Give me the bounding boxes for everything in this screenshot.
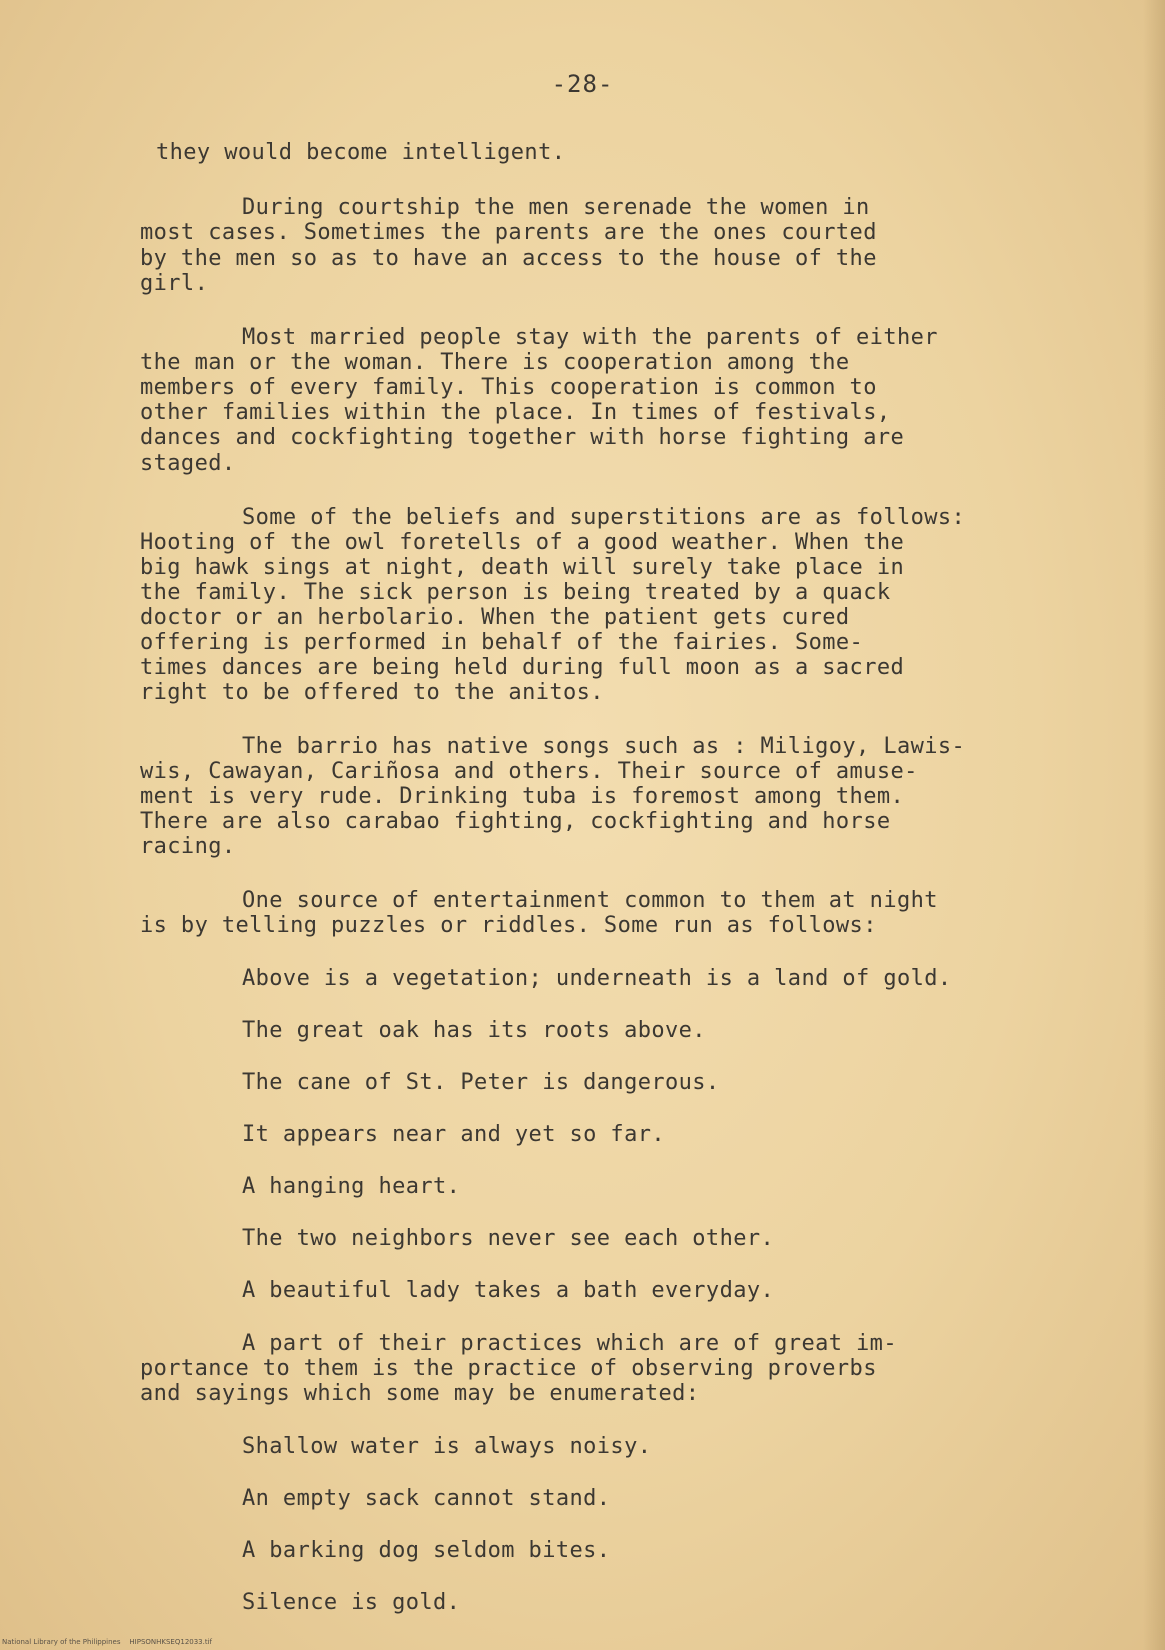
text-line: wis, Cawayan, Cariñosa and others. Their source of amuse- (140, 759, 918, 784)
text-line: staged. (140, 451, 236, 476)
text-line: A part of their practices which are of great im- (242, 1331, 897, 1356)
text-line: most cases. Sometimes the parents are the ones courted (140, 220, 877, 245)
text-line: A barking dog seldom bites. (242, 1538, 611, 1563)
page-number: -28- (551, 70, 614, 98)
text-line: An empty sack cannot stand. (242, 1486, 611, 1511)
text-line: A beautiful lady takes a bath everyday. (242, 1278, 775, 1303)
text-line: It appears near and yet so far. (242, 1122, 665, 1147)
text-line: There are also carabao fighting, cockfighting and horse (140, 809, 891, 834)
text-line: girl. (140, 271, 209, 296)
text-line: During courtship the men serenade the women in (242, 195, 870, 220)
text-line: portance to them is the practice of observing proverbs (140, 1356, 877, 1381)
text-line: racing. (140, 834, 236, 859)
archive-footer: National Library of the Philippines HIPSONHKSEQ12033.tif (2, 1638, 213, 1646)
text-line: Silence is gold. (242, 1590, 461, 1615)
text-line: Shallow water is always noisy. (242, 1434, 652, 1459)
text-line: members of every family. This cooperation is common to (140, 375, 877, 400)
text-line: Some of the beliefs and superstitions are as follows: (242, 505, 966, 530)
text-line: ment is very rude. Drinking tuba is foremost among them. (140, 784, 905, 809)
text-line: Most married people stay with the parents of either (242, 325, 938, 350)
text-line: is by telling puzzles or riddles. Some run as follows: (140, 913, 877, 938)
text-line: One source of entertainment common to them at night (242, 888, 938, 913)
text-line: offering is performed in behalf of the fairies. Some- (140, 630, 864, 655)
text-line: A hanging heart. (242, 1174, 461, 1199)
text-line: the family. The sick person is being treated by a quack (140, 580, 891, 605)
page-edge-shadow (1143, 0, 1165, 1650)
text-line: big hawk sings at night, death will surely take place in (140, 555, 905, 580)
text-line: Above is a vegetation; underneath is a land of gold. (242, 966, 952, 991)
text-line: by the men so as to have an access to the house of the (140, 246, 877, 271)
text-line: doctor or an herbolario. When the patient gets cured (140, 605, 850, 630)
text-line: times dances are being held during full moon as a sacred (140, 655, 905, 680)
text-line: they would become intelligent. (156, 140, 566, 165)
text-line: dances and cockfighting together with horse fighting are (140, 425, 905, 450)
text-line: the man or the woman. There is cooperation among the (140, 350, 850, 375)
text-line: other families within the place. In times of festivals, (140, 400, 891, 425)
text-line: The two neighbors never see each other. (242, 1226, 775, 1251)
text-line: right to be offered to the anitos. (140, 680, 604, 705)
text-line: Hooting of the owl foretells of a good weather. When the (140, 530, 905, 555)
text-line: The barrio has native songs such as : Miligoy, Lawis- (242, 734, 966, 759)
text-line: and sayings which some may be enumerated: (140, 1381, 700, 1406)
text-line: The cane of St. Peter is dangerous. (242, 1070, 720, 1095)
text-line: The great oak has its roots above. (242, 1018, 706, 1043)
